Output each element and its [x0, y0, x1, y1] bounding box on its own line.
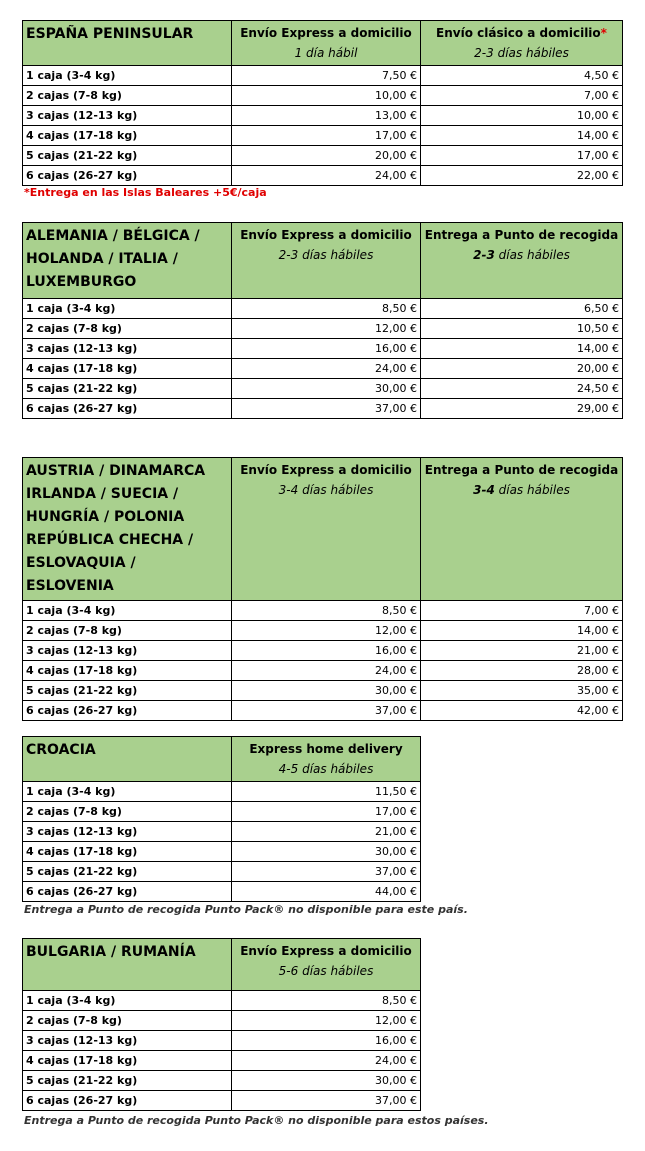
column-header-express: Envío Express a domicilio 1 día hábil: [232, 21, 421, 66]
table-row: 6 cajas (26-27 kg) 37,00 € 29,00 €: [23, 399, 623, 419]
table-row: 6 cajas (26-27 kg) 44,00 €: [23, 882, 421, 902]
table-row: 2 cajas (7-8 kg) 17,00 €: [23, 802, 421, 822]
table-row: 5 cajas (21-22 kg) 30,00 €: [23, 1071, 421, 1091]
region-title: ALEMANIA / BÉLGICA / HOLANDA / ITALIA / LUXEMBURGO: [23, 223, 232, 299]
column-header-express: Envío Express a domicilio 5-6 días hábiles: [232, 939, 421, 991]
table-row: 3 cajas (12-13 kg) 13,00 € 10,00 €: [23, 106, 623, 126]
asterisk-mark: *: [600, 26, 607, 40]
table-row: 1 caja (3-4 kg) 8,50 €: [23, 991, 421, 1011]
table-row: 4 cajas (17-18 kg) 24,00 €: [23, 1051, 421, 1071]
region-title: BULGARIA / RUMANÍA: [23, 939, 232, 991]
table-row: 1 caja (3-4 kg) 8,50 € 7,00 €: [23, 601, 623, 621]
table-row: 5 cajas (21-22 kg) 20,00 € 17,00 €: [23, 146, 623, 166]
table-row: 3 cajas (12-13 kg) 16,00 €: [23, 1031, 421, 1051]
table-row: 2 cajas (7-8 kg) 12,00 €: [23, 1011, 421, 1031]
column-header-clasico: Envío clásico a domicilio* 2-3 días hábiles: [421, 21, 623, 66]
table-row: 6 cajas (26-27 kg) 37,00 € 42,00 €: [23, 701, 623, 721]
table-row: 2 cajas (7-8 kg) 12,00 € 10,50 €: [23, 319, 623, 339]
table-bulgaria-rumania: [22, 938, 421, 1111]
table-row: 2 cajas (7-8 kg) 10,00 € 7,00 €: [23, 86, 623, 106]
column-header-express: Express home delivery 4-5 días hábiles: [232, 737, 421, 782]
region-title: CROACIA: [23, 737, 232, 782]
table-row: 1 caja (3-4 kg) 11,50 €: [23, 782, 421, 802]
table-row: 5 cajas (21-22 kg) 37,00 €: [23, 862, 421, 882]
table-croacia: [22, 736, 421, 902]
table-row: 5 cajas (21-22 kg) 30,00 € 35,00 €: [23, 681, 623, 701]
region-title: ESPAÑA PENINSULAR: [23, 21, 232, 66]
table-row: 4 cajas (17-18 kg) 30,00 €: [23, 842, 421, 862]
table-row: 4 cajas (17-18 kg) 17,00 € 14,00 €: [23, 126, 623, 146]
table-row: 3 cajas (12-13 kg) 21,00 €: [23, 822, 421, 842]
region-title: AUSTRIA / DINAMARCA IRLANDA / SUECIA / HUNGRÍA / POLONIA REPÚBLICA CHECHA / ESLOVAQUIA / ESLOVENIA: [23, 458, 232, 601]
table-row: 6 cajas (26-27 kg) 37,00 €: [23, 1091, 421, 1111]
table-alemania-belgica: [22, 222, 623, 419]
table-row: 5 cajas (21-22 kg) 30,00 € 24,50 €: [23, 379, 623, 399]
table-row: 4 cajas (17-18 kg) 24,00 € 28,00 €: [23, 661, 623, 681]
table-row: 3 cajas (12-13 kg) 16,00 € 14,00 €: [23, 339, 623, 359]
bulgaria-note: Entrega a Punto de recogida Punto Pack® no disponible para estos países.: [24, 1114, 489, 1127]
croacia-note: Entrega a Punto de recogida Punto Pack® no disponible para este país.: [24, 903, 468, 916]
column-header-punto-recogida: Entrega a Punto de recogida 3-4 días hábiles: [421, 458, 623, 601]
baleares-note: *Entrega en las Islas Baleares +5€/caja: [24, 186, 267, 199]
table-row: 1 caja (3-4 kg) 7,50 € 4,50 €: [23, 66, 623, 86]
table-row: 3 cajas (12-13 kg) 16,00 € 21,00 €: [23, 641, 623, 661]
table-row: 6 cajas (26-27 kg) 24,00 € 22,00 €: [23, 166, 623, 186]
table-row: 1 caja (3-4 kg) 8,50 € 6,50 €: [23, 299, 623, 319]
column-header-punto-recogida: Entrega a Punto de recogida 2-3 días hábiles: [421, 223, 623, 299]
table-austria-dinamarca: [22, 457, 623, 721]
column-header-express: Envío Express a domicilio 2-3 días hábiles: [232, 223, 421, 299]
table-row: 2 cajas (7-8 kg) 12,00 € 14,00 €: [23, 621, 623, 641]
table-row: 4 cajas (17-18 kg) 24,00 € 20,00 €: [23, 359, 623, 379]
table-espana-peninsular: [22, 20, 623, 186]
column-header-express: Envío Express a domicilio 3-4 días hábiles: [232, 458, 421, 601]
